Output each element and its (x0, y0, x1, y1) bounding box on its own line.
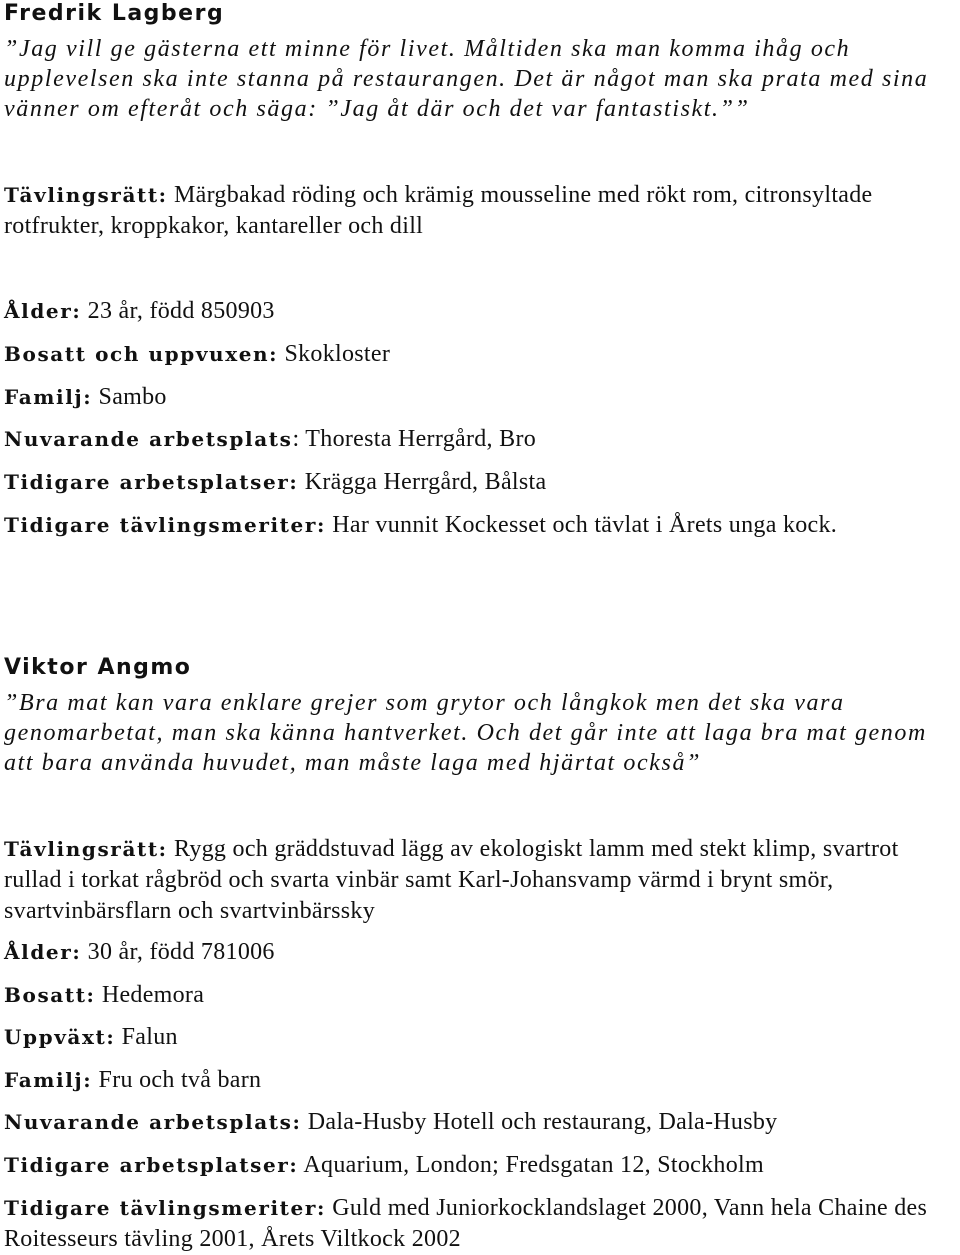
fact-value: : Thoresta Herrgård, Bro (292, 426, 537, 452)
fact-value: Sambo (92, 384, 167, 410)
fact-value: Har vunnit Kockesset och tävlat i Årets unga kock. (325, 512, 838, 538)
chef-name: Fredrik Lagberg (4, 1, 225, 26)
fact-label: Ålder: (4, 299, 82, 323)
fact-label: Tidigare tävlingsmeriter: (4, 1196, 326, 1220)
fact-value: Falun (115, 1024, 178, 1050)
fact-label: Tidigare arbetsplatser: (4, 470, 299, 494)
fact-label: Bosatt och uppvuxen: (4, 342, 279, 366)
fact-value: Dala-Husby Hotell och restaurang, Dala-Husby (301, 1109, 778, 1135)
fact-row (4, 937, 954, 968)
fact-label: Tävlingsrätt: (4, 837, 168, 861)
fact-value: 23 år, född 850903 (81, 298, 275, 324)
fact-row (4, 296, 954, 327)
chef-quote: ”Bra mat kan vara enklare grejer som grytor och långkok men det ska vara genomarbetat, man ska känna hantverket. Och det går inte att laga bra mat genom att bara använda huvudet, man måste laga med hjärtat också” (4, 690, 927, 776)
fact-row (4, 180, 954, 242)
chef-name: Viktor Angmo (4, 655, 192, 680)
fact-value: Skokloster (278, 341, 391, 367)
fact-label: Familj: (4, 1068, 93, 1092)
fact-row (4, 980, 954, 1011)
fact-row (4, 339, 954, 370)
fact-label: Tidigare arbetsplatser: (4, 1153, 299, 1177)
fact-row (4, 1193, 954, 1255)
fact-row (4, 834, 954, 927)
fact-value: Fru och två barn (92, 1067, 262, 1093)
fact-value: Märgbakad röding och krämig mousseline med rökt rom, citronsyltade rotfrukter, kroppkakor, kantareller och dill (4, 182, 873, 239)
fact-row (4, 424, 954, 455)
fact-label: Familj: (4, 385, 93, 409)
fact-row (4, 467, 954, 498)
fact-value: Krägga Herrgård, Bålsta (298, 469, 547, 495)
fact-label: Bosatt: (4, 983, 96, 1007)
fact-value: Rygg och gräddstuvad lägg av ekologiskt lamm med stekt klimp, svartrot rullad i torkat rågbröd och svarta vinbär samt Karl-Johansvamp värmd i brynt smör, svartvinbärsflarn och svartvinbärssky (4, 836, 899, 924)
fact-value: Hedemora (95, 982, 205, 1008)
fact-value: Aquarium, London; Fredsgatan 12, Stockholm (298, 1152, 764, 1178)
fact-value: Guld med Juniorkocklandslaget 2000, Vann hela Chaine des Roitesseurs tävling 2001, Årets Viltkock 2002 (4, 1195, 928, 1252)
fact-label: Tidigare tävlingsmeriter: (4, 513, 326, 537)
fact-label: Ålder: (4, 940, 82, 964)
fact-row (4, 1150, 954, 1181)
fact-label: Nuvarande arbetsplats: (4, 1110, 302, 1134)
fact-row (4, 1107, 954, 1138)
fact-value: 30 år, född 781006 (81, 939, 275, 965)
fact-row (4, 510, 954, 541)
chef-quote: ”Jag vill ge gästerna ett minne för livet. Måltiden ska man komma ihåg och upplevelsen ska inte stanna på restaurangen. Det är något man ska prata med sina vänner om efteråt och säga: ”Jag åt där och det var fantastiskt.”” (4, 36, 929, 122)
fact-row (4, 382, 954, 413)
fact-row (4, 1065, 954, 1096)
fact-row (4, 1022, 954, 1053)
fact-label: Uppväxt: (4, 1025, 116, 1049)
fact-label: Nuvarande arbetsplats (4, 427, 293, 451)
fact-label: Tävlingsrätt: (4, 183, 168, 207)
